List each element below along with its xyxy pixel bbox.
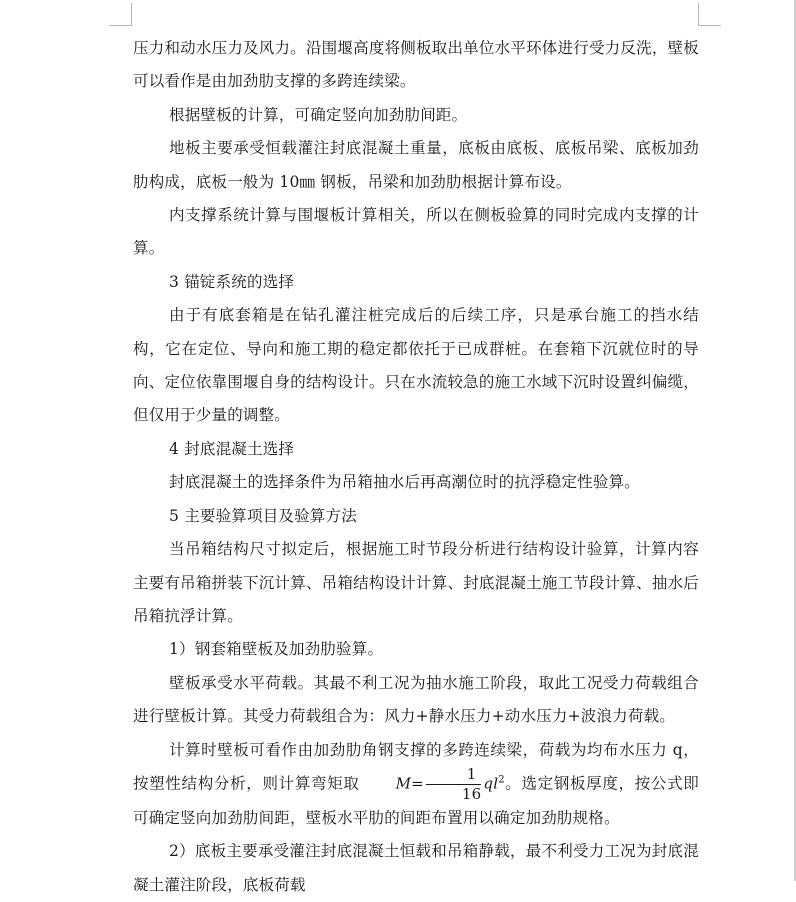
subsection-heading: 1）钢套箱壁板及加劲肋验算。 <box>169 640 384 659</box>
top-left-margin-mark <box>109 3 132 26</box>
formula-lhs: M= <box>395 774 424 793</box>
paragraph: 由于有底套箱是在钻孔灌注桩完成后的后续工序，只是承台施工的挡水结构，它在定位、导向和施工期的稳定都依托于已成群桩。在套箱下沉就位时的导向、定位依靠围堰自身的结构设计。只在水流较急的施工水域下沉时设置纠偏缆，但仅用于少量的调整。 <box>133 306 699 425</box>
formula-text-before: 计算时壁板可看作由加劲肋角钢支撑的多跨连续梁，荷载为均布水压力 q，按塑性结构分析，则计算弯矩取 <box>133 740 699 793</box>
section-heading: 3 锚锭系统的选择 <box>169 272 295 291</box>
formula-fraction <box>426 764 482 803</box>
top-right-margin-mark <box>698 3 721 26</box>
paragraph: 壁板承受水平荷载。其最不利工况为抽水施工阶段，取此工况受力荷载组合进行壁板计算。其受力荷载组合为：风力+静水压力+动水压力+波浪力荷载。 <box>133 673 699 726</box>
paragraph: 封底混凝土的选择条件为吊箱抽水后再高潮位时的抗浮稳定性验算。 <box>169 473 641 492</box>
formula-denominator: 16 <box>461 784 482 803</box>
moment-formula <box>360 764 505 803</box>
paragraph: 压力和动水压力及风力。沿围堰高度将侧板取出单位水平环体进行受力反洗，壁板可以看作是由加劲肋支撑的多跨连续梁。 <box>133 39 699 91</box>
paragraph: 地板主要承受恒载灌注封底混凝土重量，底板由底板、底板吊梁、底板加劲肋构成，底板一般为 10㎜ 钢板，吊梁和加劲肋根据计算布设。 <box>133 139 699 191</box>
formula-paragraph <box>133 734 699 836</box>
document-body <box>133 32 699 902</box>
paragraph: 当吊箱结构尺寸拟定后，根据施工时节段分析进行结构设计验算，计算内容主要有吊箱拼装下沉计算、吊箱结构设计计算、封底混凝土施工节段计算、抽水后吊箱抗浮计算。 <box>133 540 699 625</box>
formula-exponent: 2 <box>498 774 505 786</box>
section-heading: 4 封底混凝土选择 <box>169 439 295 458</box>
paragraph: 内支撑系统计算与围堰板计算相关，所以在侧板验算的同时完成内支撑的计算。 <box>133 206 699 258</box>
formula-text-after: 。选定钢板厚度，按公式即可确定竖向加劲肋间距，壁板水平肋的间距布置用以确定加劲肋规格。 <box>133 774 699 827</box>
formula-rhs: ql <box>483 774 499 793</box>
section-heading: 5 主要验算项目及验算方法 <box>169 506 357 525</box>
paragraph: 2）底板主要承受灌注封底混凝土恒载和吊箱静载，最不利受力工况为封底混凝土灌注阶段，底板荷载 <box>133 842 699 894</box>
paragraph: 根据壁板的计算，可确定竖向加劲肋间距。 <box>169 105 468 124</box>
formula-numerator: 1 <box>426 767 482 785</box>
